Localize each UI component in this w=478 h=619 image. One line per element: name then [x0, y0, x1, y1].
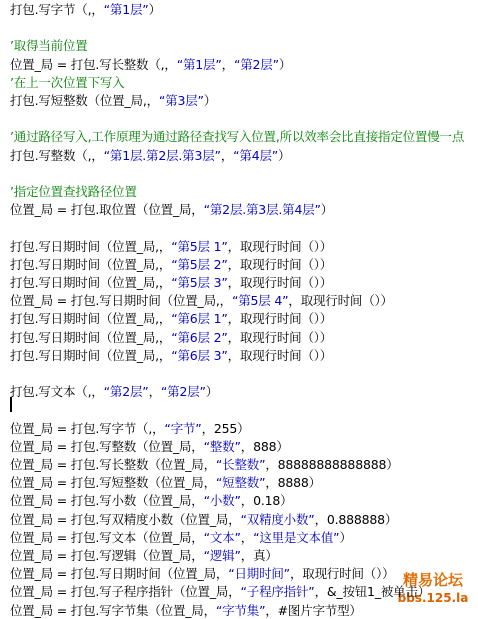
code-token: ，真） [240, 548, 278, 563]
code-token: 位置_局 = 打包.写子程序指针（位置_局， [10, 584, 241, 600]
string-literal: “这里是文本值” [253, 529, 340, 545]
code-token: ） [203, 93, 217, 108]
code-line[interactable] [10, 2, 161, 18]
code-token: ） [278, 147, 291, 163]
code-token: ，0.888888） [314, 511, 398, 527]
code-token: ） [148, 2, 161, 17]
code-token: ，取现行时间（）） [289, 566, 395, 582]
code-token: ， [240, 529, 254, 545]
string-literal: “第2层” [103, 384, 149, 400]
string-literal: “第1层.第2层.第3层” [103, 147, 221, 163]
code-token: 打包.写日期时间（位置_局,， [10, 238, 172, 254]
code-token: ，取现行时间（）） [227, 347, 333, 363]
code-token: 位置_局 = 打包.写短整数（位置_局， [10, 475, 216, 491]
code-token: 打包.写文本（,， [10, 384, 104, 400]
code-token: ，888） [240, 438, 289, 454]
string-literal: “长整数” [215, 457, 266, 472]
code-line[interactable] [10, 493, 292, 509]
comment-line[interactable]: ’取得当前位置 [10, 38, 88, 54]
code-line[interactable] [10, 330, 332, 346]
code-token: 打包.写短整数（位置_局,， [10, 93, 159, 108]
string-literal: “短整数” [215, 475, 266, 491]
code-token: 位置_局 = 打包.写文本（位置_局， [10, 529, 204, 545]
string-literal: “字节集” [215, 602, 266, 618]
code-token: 位置_局 = 打包.写字节集（位置_局， [10, 602, 216, 618]
code-line[interactable] [10, 512, 397, 528]
code-line[interactable] [10, 384, 218, 400]
code-line[interactable] [10, 202, 333, 218]
code-line[interactable] [10, 457, 399, 473]
code-line[interactable] [10, 584, 430, 600]
comment-line[interactable]: ’通过路径写入,工作原理为通过路径查找写入位置,所以效率会比直接指定位置慢一点 [10, 129, 465, 145]
code-line[interactable] [10, 566, 394, 582]
string-literal: “第5层 2” [171, 256, 228, 272]
code-token: ，取现行时间（）） [227, 238, 333, 254]
string-literal: “第6层 2” [171, 329, 228, 345]
string-literal: “第6层 1” [171, 311, 228, 327]
code-token: 打包.写字节（,， [10, 2, 104, 17]
code-line[interactable] [10, 57, 291, 73]
code-line[interactable] [10, 348, 332, 364]
string-literal: “逻辑” [203, 548, 241, 563]
code-token: 位置_局 = 打包.写双精度小数（位置_局， [10, 511, 241, 527]
code-token: 位置_局 = 打包.取位置（位置_局， [10, 202, 204, 218]
code-token: ） [278, 56, 292, 72]
string-literal: “第1层” [103, 2, 149, 17]
code-token: ，取现行时间（）） [227, 275, 333, 290]
code-line[interactable] [10, 530, 352, 546]
code-token: ， [220, 147, 234, 163]
code-token: 打包.写日期时间（位置_局,， [10, 311, 172, 327]
code-token: 打包.写整数（,， [10, 147, 104, 163]
code-token: ，88888888888888） [265, 457, 399, 472]
code-token: 位置_局 = 打包.写逻辑（位置_局， [10, 548, 204, 563]
code-token: 位置_局 = 打包.写日期时间（位置_局， [10, 566, 229, 582]
code-token: 位置_局 = 打包.写小数（位置_局， [10, 493, 204, 509]
code-token: ，取现行时间（）） [227, 329, 333, 345]
code-line[interactable] [10, 293, 393, 309]
code-token: 打包.写日期时间（位置_局,， [10, 347, 172, 363]
code-token: 打包.写日期时间（位置_局,， [10, 256, 172, 272]
code-token: ， [148, 384, 161, 400]
code-line[interactable] [10, 311, 332, 327]
code-line[interactable] [10, 239, 332, 255]
comment-line[interactable]: ’指定位置查找路径位置 [10, 184, 137, 199]
code-line[interactable] [10, 548, 278, 564]
string-literal: “字节” [164, 420, 202, 436]
code-line[interactable] [10, 603, 362, 619]
string-literal: “第2层” [233, 56, 279, 72]
code-token: ，255） [201, 420, 250, 436]
code-line[interactable] [10, 421, 249, 437]
string-literal: “第5层 4” [231, 293, 289, 309]
code-token: 位置_局 = 打包.写长整数（位置_局， [10, 457, 216, 472]
code-token: 位置_局 = 打包.写长整数（,， [10, 56, 177, 72]
code-token: ，取现行时间（）） [227, 311, 333, 327]
string-literal: “日期时间” [228, 566, 290, 582]
code-line[interactable] [10, 148, 290, 164]
code-token: 位置_局 = 打包.写整数（位置_局， [10, 438, 204, 454]
code-token: 打包.写日期时间（位置_局,， [10, 329, 172, 345]
code-token: ） [205, 384, 219, 400]
string-literal: “整数” [203, 438, 241, 454]
code-token: ，取现行时间（）） [227, 256, 333, 272]
watermark-site: bbs.125.la [397, 591, 469, 605]
string-literal: “第2层.第3层.第4层” [203, 202, 321, 218]
code-token: 打包.写日期时间（位置_局,， [10, 275, 172, 290]
string-literal: “小数” [203, 493, 241, 509]
code-token: ，取现行时间（）） [288, 293, 393, 309]
string-literal: “第4层” [233, 147, 279, 163]
code-token: 位置_局 = 打包.写字节（,， [10, 420, 165, 436]
string-literal: “文本” [203, 529, 241, 545]
string-literal: “第5层 1” [171, 238, 228, 254]
watermark-logo: 精易论坛 [402, 571, 463, 589]
code-token: ，8888） [265, 475, 321, 491]
code-token: ，0.18） [240, 493, 293, 509]
string-literal: “第2层” [160, 384, 206, 400]
code-line[interactable] [10, 439, 289, 455]
comment-line[interactable]: ’在上一次位置下写入 [10, 74, 125, 90]
code-token: ，&_按钮1_被单击） [314, 584, 431, 600]
string-literal: “第1层” [176, 56, 222, 72]
string-literal: “第5层 3” [171, 275, 228, 290]
string-literal: “双精度小数” [240, 511, 315, 527]
string-literal: “子程序指针” [240, 584, 315, 600]
code-token: ） [339, 529, 352, 545]
code-token: ，#图片字节型） [265, 602, 362, 618]
code-token: ） [320, 202, 334, 218]
code-token: 位置_局 = 打包.写日期时间（位置_局,， [10, 293, 232, 309]
string-literal: “第6层 3” [171, 347, 228, 363]
code-line[interactable] [10, 93, 216, 109]
code-line[interactable] [10, 257, 332, 273]
code-token: ， [221, 56, 234, 72]
string-literal: “第3层” [158, 93, 204, 108]
code-line[interactable] [10, 475, 321, 491]
code-line[interactable] [10, 275, 332, 291]
